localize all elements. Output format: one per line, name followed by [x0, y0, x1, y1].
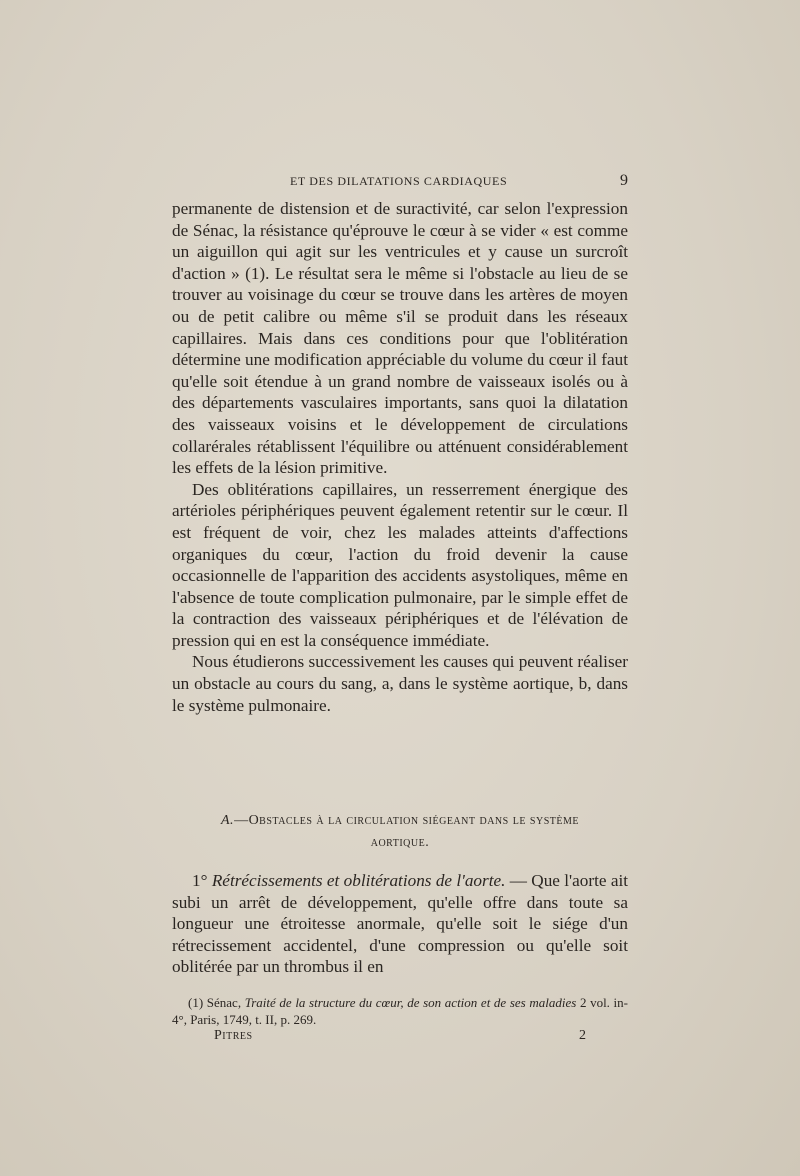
subsection-body: — Que l'aorte ait subi un arrêt de développement, qu'elle offre dans toute sa longueur une étroitesse anormale, qu'elle soit le siége d'un rétrecissement accidentel, d'une compression ou qu'elle soit oblitérée par un thrombus il en	[172, 871, 629, 977]
section-heading	[172, 810, 628, 854]
paragraph-3: Nous étudierons successivement les causes qui peuvent réaliser un obstacle au cours du sang, a, dans le système aortique, b, dans le système pulmonaire.	[172, 652, 628, 715]
paragraph-2: Des oblitérations capillaires, un resserrement énergique des artérioles périphériques peuvent également retentir sur le cœur. Il est fréquent de voir, chez les malades atteints d'affections organiques du cœur, l'action du froid devenir la cause occasionnelle de l'apparition des accidents asystoliques, même en l'absence de toute complication pulmonaire, par le simple effet de la contraction des vaisseaux périphériques et de l'élévation de pression qui en est la conséquence immédiate.	[172, 479, 628, 650]
page-header	[172, 174, 628, 194]
subsection-number: 1°	[192, 871, 208, 890]
main-text	[172, 198, 628, 716]
footnote-marker: (1) Sénac,	[188, 995, 242, 1010]
footnote	[172, 994, 628, 1028]
footnote-work: Traité de la structure du cœur, de son action et de ses maladies	[244, 995, 577, 1010]
footnote-details: 2 vol. in-4°, Paris, 1749, t. II, p. 269.	[172, 995, 628, 1027]
section-title-line2: aortique.	[370, 835, 430, 850]
subsection-title: Rétrécissements et oblitérations de l'aorte.	[211, 871, 506, 890]
signature-line	[214, 1028, 586, 1046]
section-title-line1: Obstacles à la circulation siégeant dans le système	[248, 813, 579, 828]
paragraph-1: permanente de distension et de suractivité, car selon l'expression de Sénac, la résistance qu'éprouve le cœur à se vider « est comme un aiguillon qui agit sur les ventricules et y cause un surcroît d'action » (1). Le résultat sera le même si l'obstacle au lieu de se trouver au voisinage du cœur se trouve dans les artères de moyen ou de petit calibre ou même s'il se produit dans les réseaux capillaires. Mais dans ces conditions pour que l'oblitération détermine une modification appréciable du volume du cœur il faut qu'elle soit étendue à un grand nombre de vaisseaux isolés ou à des départements vasculaires importants, sans quoi la dilatation des vaisseaux voisins et le développement de circulations collarérales rétablissent l'équilibre ou atténuent considérablement les effets de la lésion primitive.	[172, 199, 628, 478]
subsection-paragraph	[172, 870, 628, 978]
signature-author: Pitres	[214, 1028, 253, 1043]
section-dash: —	[234, 813, 249, 828]
page-number: 9	[620, 172, 628, 189]
section-letter: A.	[221, 813, 235, 828]
footnote-line	[172, 994, 628, 1028]
signature-sheet-number: 2	[579, 1028, 586, 1043]
running-title: ET DES DILATATIONS CARDIAQUES	[290, 174, 508, 188]
subsection-text	[172, 870, 628, 978]
